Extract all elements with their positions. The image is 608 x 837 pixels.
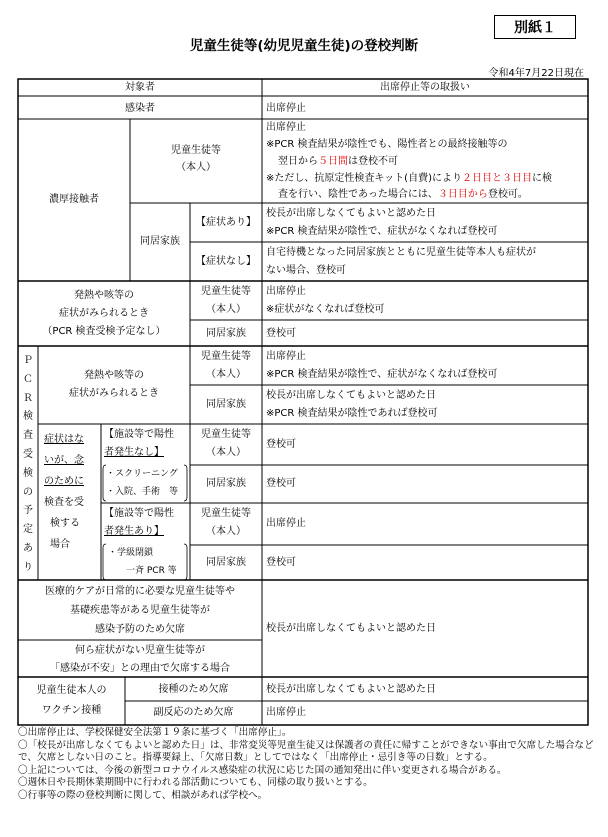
medical-line-5: 「感染が不安」との理由で欠席する場合 [50,663,230,674]
medical-line-3: 感染予防のため欠席 [95,624,185,635]
close-contact-self-label-1: 児童生徒等 [171,145,221,156]
vaccine-row1: 接種のため欠席 [158,684,229,695]
note-4: 〇週休日や長期休業期間中に行われる部活動についても、同様の取り扱いとする。 [18,777,373,788]
pcr-fever-1: 発熱や咳等の [84,370,144,381]
attachment-badge: 別紙１ [494,15,576,39]
positive-sub-1: ・学級閉鎖 [108,548,154,558]
note-3: 〇上記については、今後の新型コロナウイルス感染症の状況に応じた国の通知発出に伴い変更される場合がある。 [18,764,507,776]
pcr-self-line-2: ※PCR 検査結果が陰性で、症状がなくなれば登校可 [266,369,498,380]
infected-handling: 出席停止 [266,103,306,114]
no-positive-sub-2: ・入院、手術 等 [106,487,179,497]
fever-self-line-2: ※症状がなくなれば登校可 [266,304,385,315]
close-contact-self-line-4: ※ただし、抗原定性検査キット(自費)により２日目と３日目に検 [266,173,552,184]
fever-label-2: 症状がみられるとき [59,308,149,319]
symptom-yes-label: 【症状あり】 [196,217,256,228]
no-positive-2: 者発生なし】 [104,447,164,458]
pcr-p-self-2: （本人） [206,526,246,537]
symptom-yes-line-1: 校長が出席しなくてもよいと認めた日 [266,208,436,219]
family-label: 同居家族 [140,236,180,247]
day-three-text: ３日目から [437,189,488,200]
five-days-text: ５日間 [318,156,348,167]
pcr-self-2: （本人） [206,369,246,380]
medical-line-4: 何ら症状がない児童生徒等が [75,645,205,656]
pcr-p-self-1: 児童生徒等 [201,508,251,519]
close-contact-self-line-2: ※PCR 検査結果が陰性でも、陽性者との最終接触等の [266,139,508,150]
pcr-ns-self-ok: 登校可 [266,439,296,450]
symptom-no-label: 【症状なし】 [196,256,256,267]
symptom-yes-line-2: ※PCR 検査結果が陰性で、症状がなくなれば登校可 [266,226,498,237]
close-contact-self-line-5: 査を行い、陰性であった場合には、３日目から登校可。 [278,189,528,200]
medical-handling: 校長が出席しなくてもよいと認めた日 [266,623,436,634]
vaccine-row1-handling: 校長が出席しなくてもよいと認めた日 [266,684,436,695]
fever-family-handling: 登校可 [266,328,296,339]
pcr-family: 同居家族 [206,399,246,410]
pcr-fever-2: 症状がみられるとき [69,388,159,399]
symptom-no-line-2: ない場合、登校可 [266,265,346,276]
pcr-vertical-label: Ｐ Ｃ Ｒ 検 査 受 検 の 予 定 あ り [23,355,33,573]
notes [18,727,598,802]
no-positive-1: 【施設等で陽性 [104,429,174,440]
header-target: 対象者 [125,82,155,93]
fever-label-1: 発熱や咳等の [74,290,134,301]
note-5: 〇行事等の際の登校判断に関して、相談があれば学校へ。 [18,789,268,801]
pcr-ns-family-ok: 登校可 [266,478,296,489]
medical-line-1: 医療的ケアが日常的に必要な児童生徒等や [45,586,235,597]
positive-1: 【施設等で陽性 [104,508,174,519]
positive-sub-2: 一斉 PCR 等 [126,566,177,576]
pcr-p-family-ok: 登校可 [266,557,296,568]
page-title: 児童生徒等(幼児児童生徒)の登校判断 [189,38,419,54]
vaccine-row2-handling: 出席停止 [266,707,306,718]
pcr-family-line-1: 校長が出席しなくてもよいと認めた日 [266,390,436,401]
fever-family: 同居家族 [206,328,246,339]
vaccine-row2: 副反応のため欠席 [153,707,234,718]
pcr-ns-self-2: （本人） [206,447,246,458]
symptom-no-line-1: 自宅待機となった同居家族とともに児童生徒等本人も症状が [266,247,536,258]
pcr-self-line-1: 出席停止 [266,351,306,362]
no-symptom-label: 症状はな いが、念 のために 検査を受 検する 場合 [44,434,84,550]
fever-self-2: （本人） [206,304,246,315]
close-contact-self-line-3: 翌日から５日間は登校不可 [278,156,398,167]
close-contact-self-label-2: （本人） [176,162,216,173]
note-2: 〇「校長が出席しなくてもよいと認めた日」は、非常変災等児童生徒又は保護者の責任に帰すことができない事由で欠席した場合などで、欠席としない日のこと。指導要録上、「欠席日数」としてではなく「出席停止・忌引き等の日数」とする。 [18,739,594,763]
day-two-three-text: ２日目と３日目 [461,173,532,184]
infected-label: 感染者 [125,103,155,114]
close-contact-label: 濃厚接触者 [49,194,99,205]
pcr-p-self-stop: 出席停止 [266,518,306,529]
fever-self-line-1: 出席停止 [266,286,306,297]
vaccine-label-2: ワクチン接種 [41,705,102,716]
no-positive-sub-1: ・スクリーニング [106,469,178,479]
positive-2: 者発生あり】 [104,526,164,537]
pcr-ns-self-1: 児童生徒等 [201,429,251,440]
pcr-self-1: 児童生徒等 [201,351,251,362]
pcr-family-line-2: ※PCR 検査結果が陰性であれば登校可 [266,408,438,419]
date-label: 令和4年7月22日現在 [488,68,584,79]
note-1: 〇出席停止は、学校保健安全法第１９条に基づく「出席停止」。 [18,727,292,738]
fever-label-3: （PCR 検査受検予定なし） [42,326,166,337]
pcr-ns-family: 同居家族 [206,478,246,489]
pcr-p-family: 同居家族 [206,557,246,568]
medical-line-2: 基礎疾患等がある児童生徒等が [70,605,210,616]
header-handling: 出席停止等の取扱い [380,82,470,93]
vaccine-label-1: 児童生徒本人の [36,685,107,696]
fever-self-1: 児童生徒等 [201,286,251,297]
close-contact-self-line-1: 出席停止 [266,122,306,133]
